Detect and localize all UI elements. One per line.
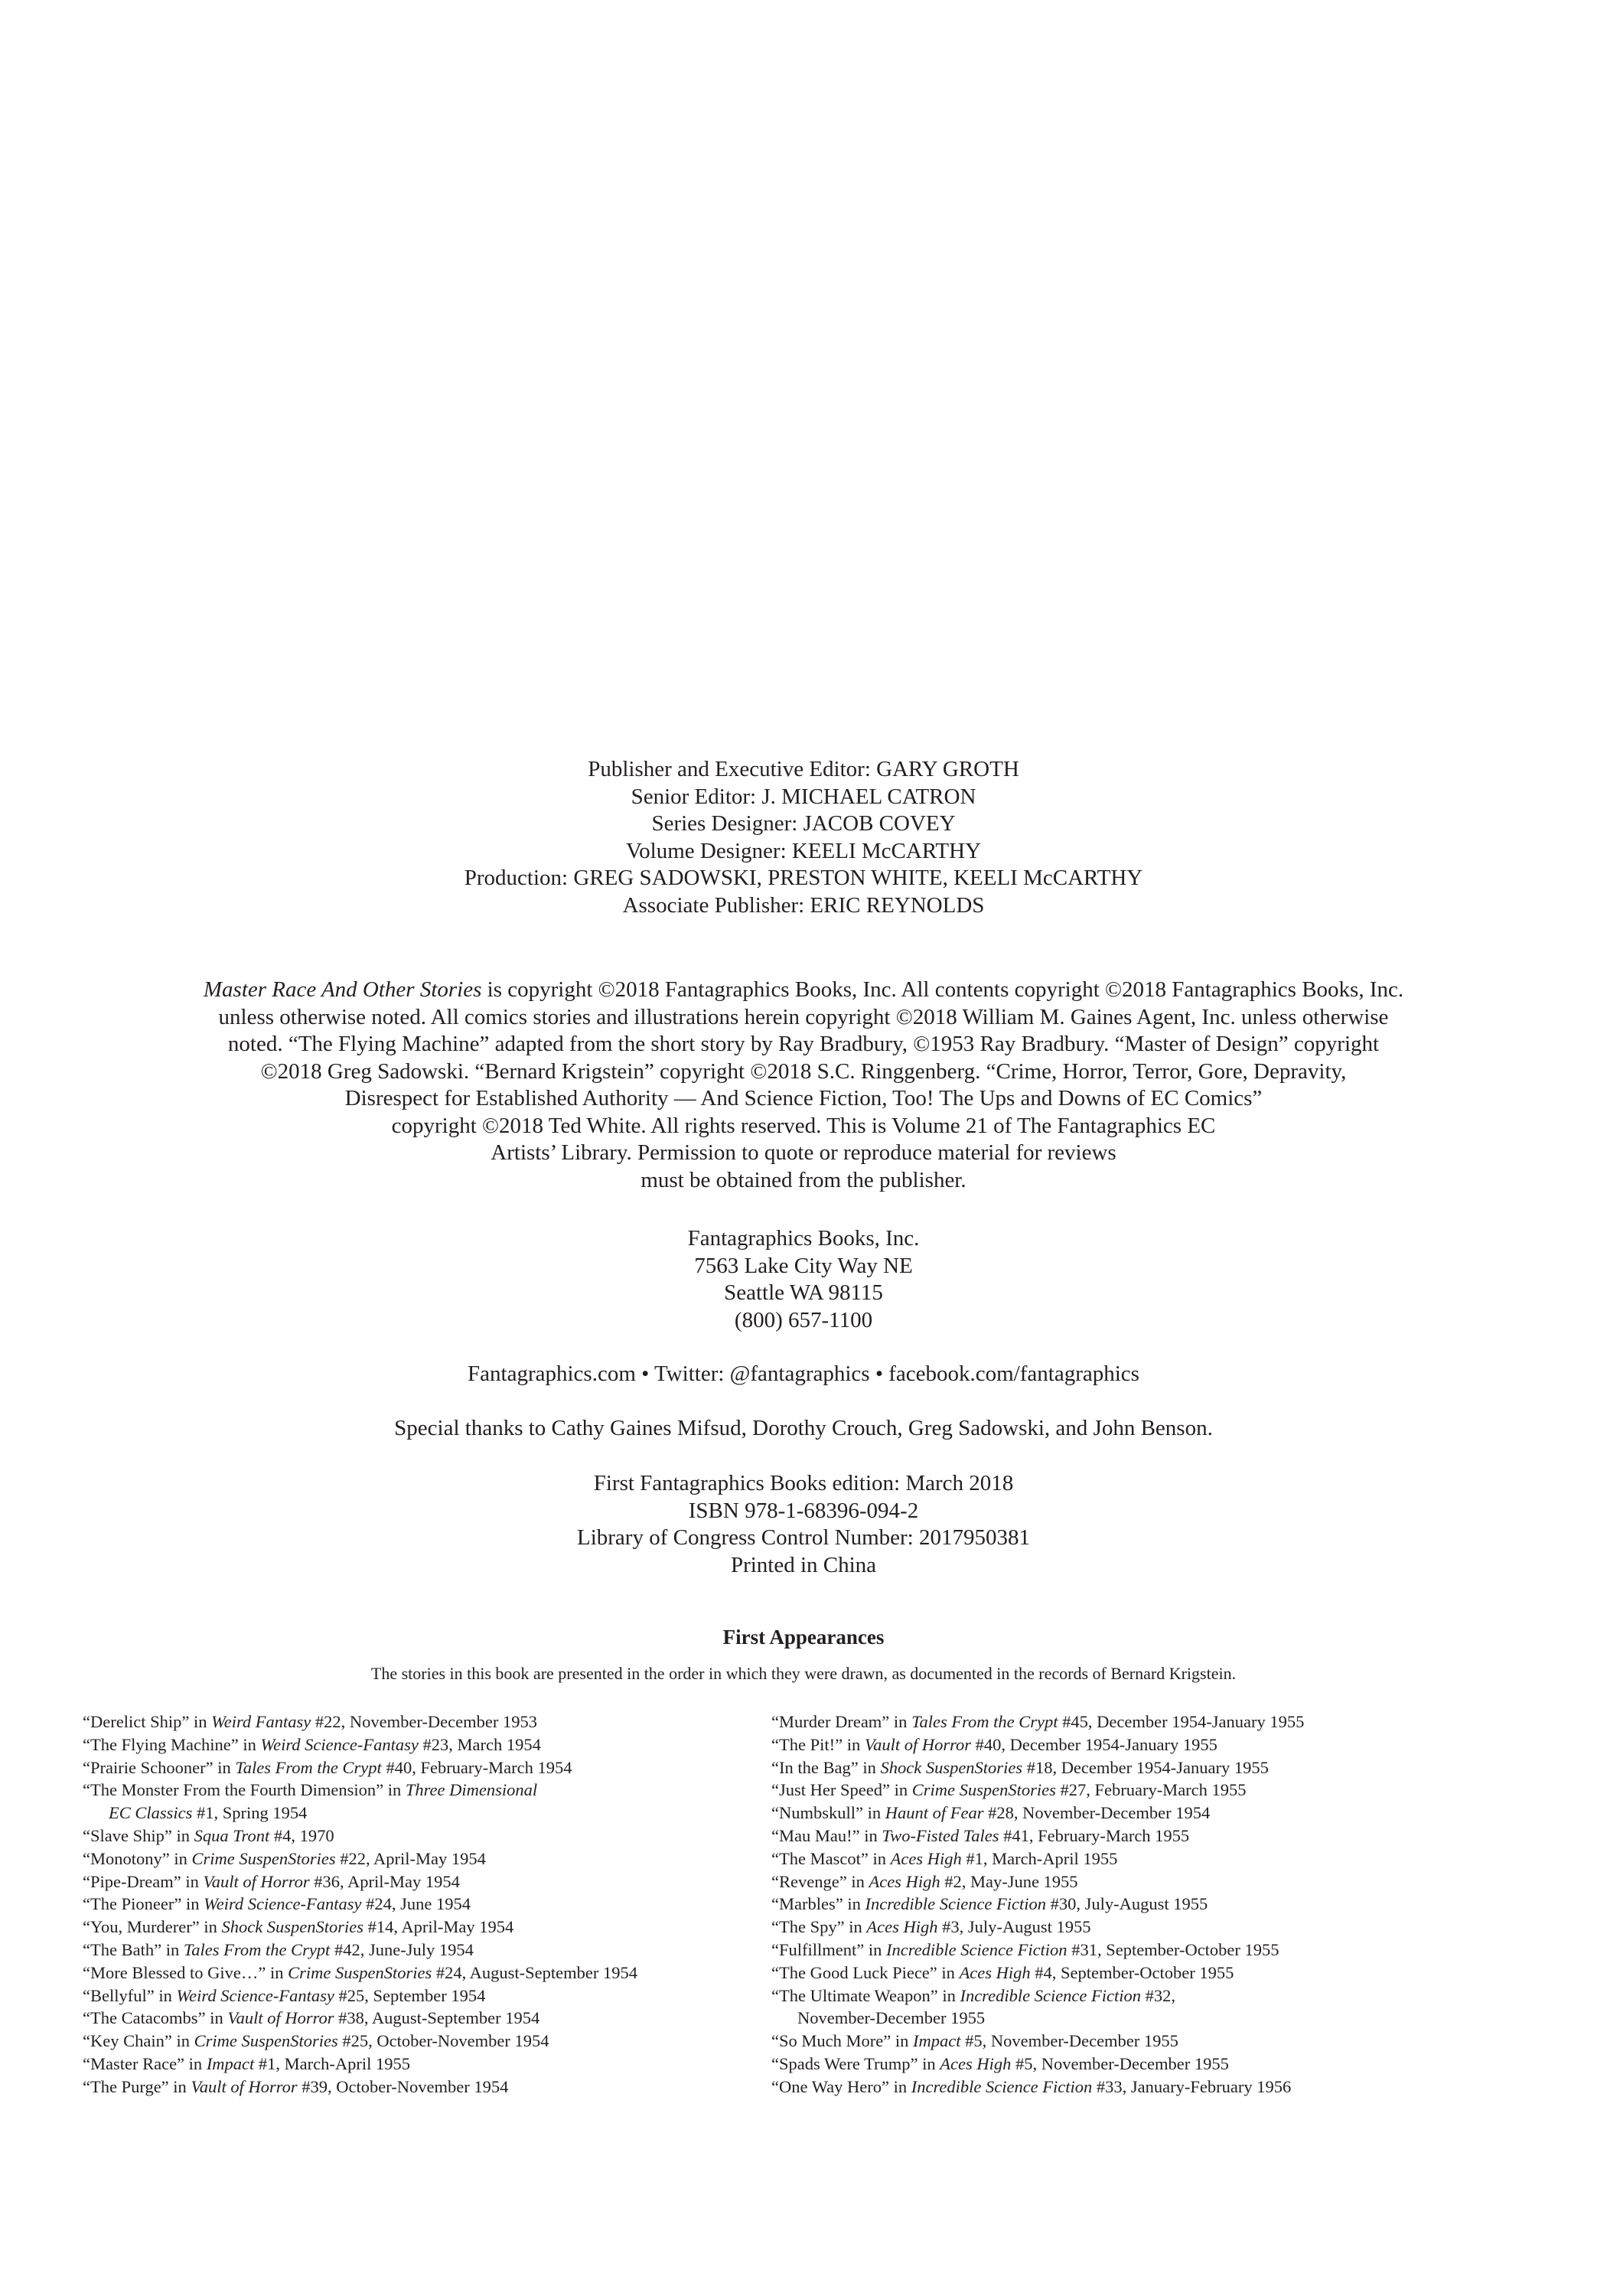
appearance-entry: “The Catacombs” in Vault of Horror #38, August-September 1954 [83, 2008, 540, 2028]
publication-title: Aces High [959, 1962, 1031, 1982]
appearance-entry-continuation [771, 2007, 1537, 2030]
publication-title: EC Classics [109, 1803, 193, 1823]
story-title: “The Flying Machine” [83, 1734, 239, 1754]
appearance-entry: “Key Chain” in Crime SuspenStories #25, October-November 1954 [83, 2031, 549, 2051]
appearance-entry: “The Spy” in Aces High #3, July-August 1955 [771, 1917, 1091, 1937]
copyright-block [107, 977, 1500, 1194]
publication-title: Three Dimensional [405, 1780, 538, 1800]
story-title: “Bellyful” [83, 1985, 155, 2005]
appearance-entry: “In the Bag” in Shock SuspenStories #18, December 1954-January 1955 [771, 1757, 1269, 1777]
issue-date: #27, February-March 1955 [1055, 1780, 1247, 1800]
credit-line: Volume Designer: KEELI McCARTHY [625, 838, 982, 863]
book-title: Master Race And Other Stories [203, 977, 482, 1002]
web-links: Fantagraphics.com • Twitter: @fantagraphics • facebook.com/fantagraphics [468, 1362, 1139, 1386]
credit-line: Production: GREG SADOWSKI, PRESTON WHITE, KEELI McCARTHY [464, 866, 1143, 890]
issue-date: #5, November-December 1955 [1011, 2053, 1229, 2073]
story-title: “The Monster From the Fourth Dimension” [83, 1780, 384, 1800]
story-title: “Derelict Ship” [83, 1712, 190, 1731]
publication-title: Shock SuspenStories [221, 1917, 364, 1937]
appearance-entry: “Monotony” in Crime SuspenStories #22, April-May 1954 [83, 1848, 486, 1868]
issue-date: #25, September 1954 [334, 1985, 486, 2005]
edition-info [0, 1470, 1607, 1579]
appearance-entry: “Slave Ship” in Squa Tront #4, 1970 [83, 1825, 334, 1845]
publication-title: Shock SuspenStories [880, 1757, 1023, 1777]
story-title: “Master Race” [83, 2053, 185, 2073]
publication-title: Aces High [866, 1917, 938, 1937]
isbn: ISBN 978-1-68396-094-2 [688, 1498, 919, 1523]
appearance-entry: “The Mascot” in Aces High #1, March-April 1955 [771, 1848, 1118, 1868]
story-title: “Spads Were Trump” [771, 2053, 918, 2073]
appearance-entry: “Just Her Speed” in Crime SuspenStories #27, February-March 1955 [771, 1780, 1247, 1800]
first-appearances-right-column [771, 1711, 1537, 2099]
issue-date: #33, January-February 1956 [1092, 2076, 1292, 2096]
publication-title: Tales From the Crypt [183, 1939, 331, 1959]
story-title: “One Way Hero” [771, 2076, 889, 2096]
credit-line: Senior Editor: J. MICHAEL CATRON [631, 784, 976, 809]
story-title: “The Pioneer” [83, 1894, 182, 1914]
credits-block [0, 756, 1607, 919]
copyright-line: Artists’ Library. Permission to quote or reproduce material for reviews [491, 1140, 1116, 1165]
publication-title: Haunt of Fear [885, 1803, 984, 1823]
issue-date: #4, September-October 1955 [1030, 1962, 1234, 1982]
appearance-entry: “Derelict Ship” in Weird Fantasy #22, November-December 1953 [83, 1712, 537, 1731]
appearance-entry: “Spads Were Trump” in Aces High #5, November-December 1955 [771, 2053, 1229, 2073]
issue-date: #40, December 1954-January 1955 [971, 1734, 1217, 1754]
lccn: Library of Congress Control Number: 2017950381 [576, 1525, 1030, 1550]
publication-title: Aces High [940, 2053, 1012, 2073]
story-title: “The Purge” [83, 2076, 169, 2096]
publication-title: Crime SuspenStories [191, 1848, 336, 1868]
story-title: “In the Bag” [771, 1757, 859, 1777]
story-title: “Monotony” [83, 1848, 170, 1868]
issue-date: #5, November-December 1955 [960, 2031, 1178, 2051]
story-title: “Numbskull” [771, 1803, 863, 1823]
copyright-text: is copyright ©2018 Fantagraphics Books, Inc. All contents copyright ©2018 Fantagraphics Books, Inc. [481, 977, 1404, 1002]
story-title: “You, Murderer” [83, 1917, 200, 1937]
appearance-entry: “Master Race” in Impact #1, March-April 1955 [83, 2053, 411, 2073]
address-line: 7563 Lake City Way NE [694, 1253, 913, 1278]
publication-title: Crime SuspenStories [288, 1962, 432, 1982]
copyright-line: must be obtained from the publisher. [641, 1167, 966, 1192]
publication-title: Two-Fisted Tales [882, 1825, 999, 1845]
appearance-entry: “The Bath” in Tales From the Crypt #42, June-July 1954 [83, 1939, 474, 1959]
appearance-entry: “One Way Hero” in Incredible Science Fiction #33, January-February 1956 [771, 2076, 1292, 2096]
special-thanks: Special thanks to Cathy Gaines Mifsud, Dorothy Crouch, Greg Sadowski, and John Benson. [394, 1416, 1213, 1440]
issue-date: #30, July-August 1955 [1046, 1894, 1208, 1914]
story-title: “The Good Luck Piece” [771, 1962, 937, 1982]
appearance-entry: “Marbles” in Incredible Science Fiction #30, July-August 1955 [771, 1894, 1208, 1914]
publication-title: Incredible Science Fiction [886, 1939, 1068, 1959]
story-title: “Mau Mau!” [771, 1825, 860, 1845]
appearance-entry: “Murder Dream” in Tales From the Crypt #45, December 1954-January 1955 [771, 1712, 1305, 1731]
issue-date: #14, April-May 1954 [363, 1917, 514, 1937]
issue-date: #31, September-October 1955 [1067, 1939, 1279, 1959]
copyright-line: copyright ©2018 Ted White. All rights reserved. This is Volume 21 of The Fantagraphics EC [391, 1113, 1216, 1138]
issue-date: #23, March 1954 [418, 1734, 541, 1754]
first-appearances-left-column [83, 1711, 771, 2099]
issue-date: #28, November-December 1954 [983, 1803, 1211, 1823]
issue-date: #22, April-May 1954 [335, 1848, 486, 1868]
appearance-entry: “Bellyful” in Weird Science-Fantasy #25, September 1954 [83, 1985, 486, 2005]
publication-title: Vault of Horror [864, 1734, 972, 1754]
copyright-line: Disrespect for Established Authority — And Science Fiction, Too! The Ups and Downs of EC Comics” [344, 1086, 1263, 1110]
credit-line: Publisher and Executive Editor: GARY GROTH [588, 757, 1019, 781]
credit-line: Series Designer: JACOB COVEY [651, 811, 956, 836]
publication-title: Vault of Horror [227, 2008, 334, 2028]
appearance-entry: “The Flying Machine” in Weird Science-Fantasy #23, March 1954 [83, 1734, 541, 1754]
story-title: “Just Her Speed” [771, 1780, 890, 1800]
issue-date: #24, June 1954 [361, 1894, 471, 1914]
issue-date: #18, December 1954-January 1955 [1022, 1757, 1269, 1777]
appearance-entry: “The Monster From the Fourth Dimension” in Three Dimensional EC Classics #1, Spring 1954 [83, 1779, 771, 1825]
appearance-entry: “The Pit!” in Vault of Horror #40, December 1954-January 1955 [771, 1734, 1217, 1754]
copyright-line: unless otherwise noted. All comics stories and illustrations herein copyright ©2018 William M. Gaines Agent, Inc. unless otherwise [218, 1004, 1389, 1029]
story-title: “Slave Ship” [83, 1825, 172, 1845]
publication-title: Impact [912, 2031, 961, 2051]
publication-title: Vault of Horror [191, 2076, 298, 2096]
first-appearances-intro: The stories in this book are presented in the order in which they were drawn, as documented in the records of Bernard Krigstein. [370, 1664, 1237, 1683]
issue-date: #24, August-September 1954 [432, 1962, 637, 1982]
issue-date: #1, March-April 1955 [961, 1848, 1118, 1868]
copyright-line [107, 977, 1500, 1004]
appearance-entry: “The Pioneer” in Weird Science-Fantasy #24, June 1954 [83, 1894, 471, 1914]
publication-title: Impact [206, 2053, 255, 2073]
appearance-entry: “Revenge” in Aces High #2, May-June 1955 [771, 1871, 1078, 1891]
publication-title: Incredible Science Fiction [865, 1894, 1047, 1914]
appearance-entry-continuation [83, 1802, 771, 1825]
publisher-address [0, 1225, 1607, 1334]
appearance-entry: “The Purge” in Vault of Horror #39, October-November 1954 [83, 2076, 509, 2096]
credit-line: Associate Publisher: ERIC REYNOLDS [622, 892, 985, 918]
phone-number: (800) 657-1100 [734, 1307, 873, 1332]
issue-date: #38, August-September 1954 [334, 2008, 540, 2028]
address-line: Seattle WA 98115 [724, 1280, 883, 1305]
issue-date: #3, July-August 1955 [937, 1917, 1091, 1937]
appearance-entry: “Prairie Schooner” in Tales From the Crypt #40, February-March 1954 [83, 1757, 572, 1777]
publication-title: Aces High [890, 1848, 962, 1868]
publication-title: Tales From the Crypt [235, 1757, 382, 1777]
issue-date: #2, May-June 1955 [940, 1871, 1078, 1891]
issue-date: #4, 1970 [269, 1825, 334, 1845]
publication-title: Vault of Horror [203, 1871, 310, 1891]
appearance-entry: “More Blessed to Give…” in Crime SuspenStories #24, August-September 1954 [83, 1962, 637, 1982]
issue-date: #1, March-April 1955 [254, 2053, 411, 2073]
publication-title: Incredible Science Fiction [960, 1985, 1142, 2005]
publication-title: Tales From the Crypt [911, 1712, 1058, 1731]
issue-date: #22, November-December 1953 [311, 1712, 537, 1731]
appearance-entry: “Numbskull” in Haunt of Fear #28, November-December 1954 [771, 1803, 1211, 1823]
issue-date: #25, October-November 1954 [337, 2031, 549, 2051]
story-title: “Prairie Schooner” [83, 1757, 214, 1777]
publication-title: Crime SuspenStories [911, 1780, 1056, 1800]
printed-in: Printed in China [730, 1552, 877, 1577]
story-title: “Pipe-Dream” [83, 1871, 181, 1891]
story-title: “The Bath” [83, 1939, 162, 1959]
appearance-entry: “The Good Luck Piece” in Aces High #4, September-October 1955 [771, 1962, 1234, 1982]
story-title: “Revenge” [771, 1871, 847, 1891]
story-title: “The Pit!” [771, 1734, 843, 1754]
issue-date: #39, October-November 1954 [297, 2076, 509, 2096]
copyright-line: noted. “The Flying Machine” adapted from the short story by Ray Bradbury, ©1953 Ray Bradbury. “Master of Design” copyright [227, 1032, 1380, 1056]
issue-date: #40, February-March 1954 [381, 1757, 572, 1777]
appearance-entry: “Mau Mau!” in Two-Fisted Tales #41, February-March 1955 [771, 1825, 1190, 1845]
story-title: “The Ultimate Weapon” [771, 1985, 938, 2005]
story-title: “More Blessed to Give…” [83, 1962, 266, 1982]
publication-title: Weird Science-Fantasy [176, 1985, 334, 2005]
issue-date: #45, December 1954-January 1955 [1058, 1712, 1305, 1731]
publication-title: Aces High [869, 1871, 940, 1891]
issue-date: #32, [1141, 1985, 1176, 2005]
publication-title: Weird Fantasy [211, 1712, 311, 1731]
appearance-entry: “Pipe-Dream” in Vault of Horror #36, April-May 1954 [83, 1871, 460, 1891]
story-title: “Fulfillment” [771, 1939, 865, 1959]
story-title: “So Much More” [771, 2031, 892, 2051]
publication-title: Crime SuspenStories [194, 2031, 338, 2051]
issue-date: #36, April-May 1954 [309, 1871, 460, 1891]
story-title: “The Spy” [771, 1917, 845, 1937]
issue-date: #42, June-July 1954 [330, 1939, 474, 1959]
first-appearances-heading: First Appearances [722, 1626, 885, 1649]
issue-date: #41, February-March 1955 [999, 1825, 1190, 1845]
address-line: Fantagraphics Books, Inc. [687, 1226, 920, 1251]
appearance-entry: “Fulfillment” in Incredible Science Fiction #31, September-October 1955 [771, 1939, 1279, 1959]
story-title: “Key Chain” [83, 2031, 172, 2051]
issue-date: November-December 1955 [797, 2008, 986, 2028]
publication-title: Incredible Science Fiction [911, 2076, 1093, 2096]
publication-title: Squa Tront [194, 1825, 270, 1845]
story-title: “Murder Dream” [771, 1712, 890, 1731]
story-title: “Marbles” [771, 1894, 843, 1914]
appearance-entry: “So Much More” in Impact #5, November-December 1955 [771, 2031, 1178, 2051]
issue-date: #1, Spring 1954 [192, 1803, 308, 1823]
story-title: “The Mascot” [771, 1848, 869, 1868]
publication-title: Weird Science-Fantasy [204, 1894, 362, 1914]
copyright-line: ©2018 Greg Sadowski. “Bernard Krigstein” copyright ©2018 S.C. Ringgenberg. “Crime, Horror, Terror, Gore, Depravity, [260, 1058, 1347, 1084]
publication-title: Weird Science-Fantasy [260, 1734, 419, 1754]
story-title: “The Catacombs” [83, 2008, 206, 2028]
appearance-entry: “The Ultimate Weapon” in Incredible Science Fiction #32, November-December 1955 [771, 1985, 1537, 2030]
appearance-entry: “You, Murderer” in Shock SuspenStories #14, April-May 1954 [83, 1917, 514, 1937]
edition-line: First Fantagraphics Books edition: March 2018 [593, 1471, 1014, 1495]
